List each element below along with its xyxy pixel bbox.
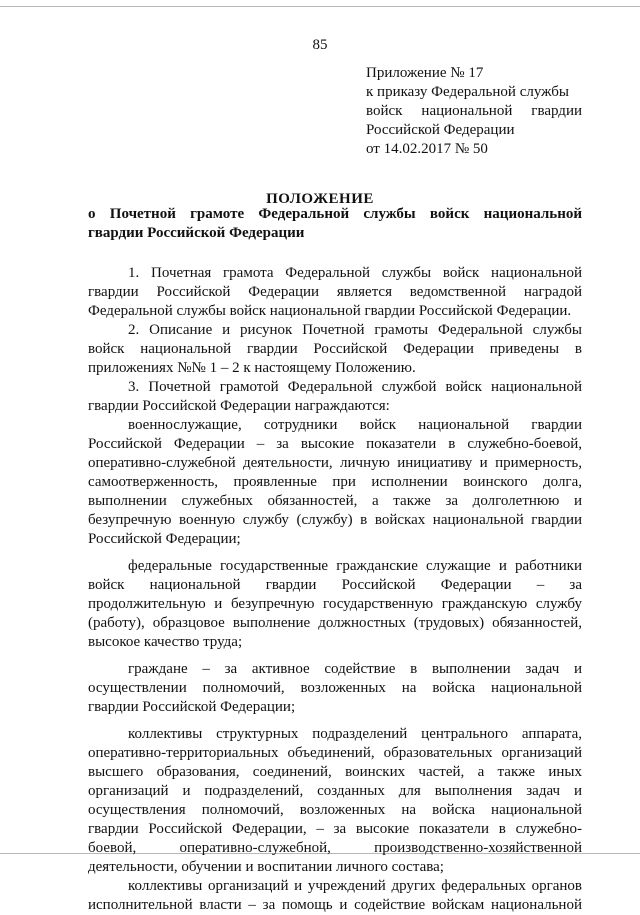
appendix-line: Приложение № 17	[366, 65, 484, 81]
body-line: Российской Федерации – за высокие показатели в служебно-боевой,	[88, 436, 582, 452]
body-line: исполнительной власти – за помощь и содействие войскам национальной	[88, 897, 582, 913]
subtitle-line: гвардии Российской Федерации	[88, 225, 305, 241]
appendix-line: к приказу Федеральной службы	[366, 84, 570, 100]
body-line: 2. Описание и рисунок Почетной грамоты Федеральной службы	[128, 322, 582, 338]
body-line: гвардии Российской Федерации является ведомственной наградой	[88, 284, 582, 300]
body-line: выполнении служебных обязанностей, а также за долголетнюю и	[88, 493, 582, 509]
body-line: (работу), образцовое выполнение должностных (трудовых) обязанностей,	[88, 615, 582, 631]
body-line: осуществлении полномочий, возложенных на войска национальной	[88, 680, 582, 696]
body-line: гвардии Российской Федерации;	[88, 699, 296, 715]
body-line: боевой, оперативно-служебной, производственно-хозяйственной	[88, 840, 582, 856]
body-line: 3. Почетной грамотой Федеральной службой войск национальной	[128, 379, 582, 395]
body-line: Российской Федерации;	[88, 531, 241, 547]
body-line: войск национальной гвардии Российской Федерации – за	[88, 577, 582, 593]
body-line: гвардии Российской Федерации награждаются:	[88, 398, 390, 414]
document-body	[88, 264, 582, 915]
body-line: гвардии Российской Федерации, – за высокие показатели в служебно-	[88, 821, 582, 837]
appendix-block	[366, 64, 582, 159]
body-line: продолжительную и безупречную государственную гражданскую службу	[88, 596, 582, 612]
body-line: 1. Почетная грамота Федеральной службы войск национальной	[128, 265, 582, 281]
body-line: федеральные государственные гражданские служащие и работники	[128, 558, 582, 574]
scan-edge-top	[0, 6, 640, 7]
document-title: ПОЛОЖЕНИЕ	[266, 191, 374, 207]
body-line: безупречную военную службу (службу) в войсках национальной гвардии	[88, 512, 582, 528]
body-line: деятельности, обучении и воспитании личного состава;	[88, 859, 444, 875]
body-line: коллективы организаций и учреждений других федеральных органов	[128, 878, 582, 894]
body-line: приложениях №№ 1 – 2 к настоящему Положению.	[88, 360, 416, 376]
page-number: 85	[312, 37, 328, 53]
body-line: осуществления полномочий, возложенных на войска национальной	[88, 802, 582, 818]
subtitle-line: о Почетной грамоте Федеральной службы войск национальной	[88, 206, 582, 222]
body-line: войск национальной гвардии Российской Федерации приведены в	[88, 341, 582, 357]
body-line: самоотверженность, проявленные при исполнении воинского долга,	[88, 474, 582, 490]
appendix-line: Российской Федерации	[366, 122, 515, 138]
document-subtitle	[88, 205, 582, 243]
body-line: оперативно-служебной деятельности, личную инициативу и примерность,	[88, 455, 582, 471]
body-line: Федеральной службы войск национальной гвардии Российской Федерации.	[88, 303, 572, 319]
appendix-line: войск национальной гвардии	[366, 103, 582, 119]
body-line: высокое качество труда;	[88, 634, 243, 650]
body-line: коллективы структурных подразделений центрального аппарата,	[128, 726, 582, 742]
appendix-line: от 14.02.2017 № 50	[366, 141, 488, 157]
body-line: граждане – за активное содействие в выполнении задач и	[128, 661, 582, 677]
body-line: военнослужащие, сотрудники войск национальной гвардии	[128, 417, 582, 433]
body-line: оперативно-территориальных объединений, образовательных организаций	[88, 745, 582, 761]
body-line: организаций и подразделений, созданных для выполнения задач и	[88, 783, 582, 799]
body-line: высшего образования, соединений, воинских частей, а также иных	[88, 764, 582, 780]
